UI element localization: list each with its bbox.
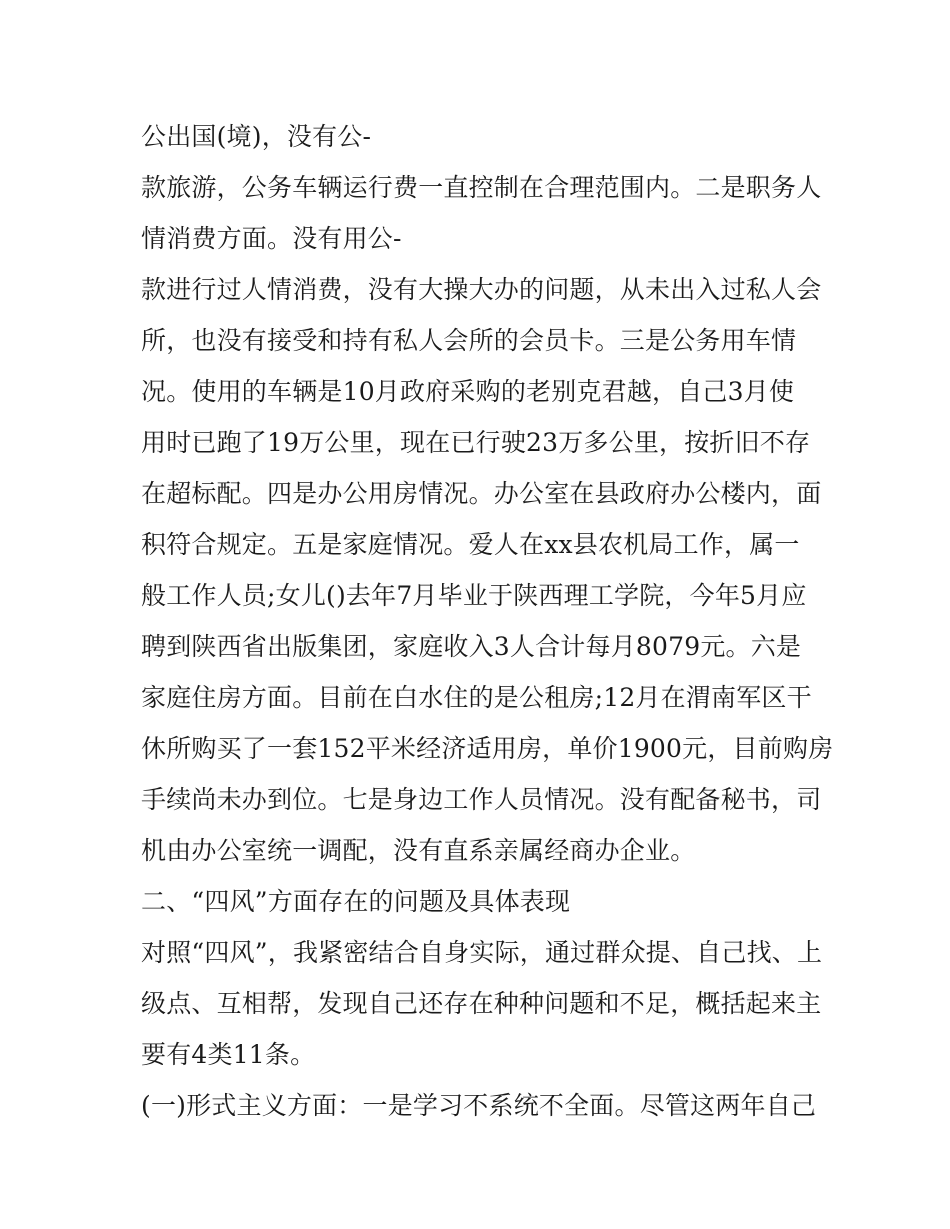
- text-line: 级点、互相帮，发现自己还存在种种问题和不足，概括起来主: [141, 989, 822, 1018]
- text-line: 情消费方面。没有用公-: [141, 224, 402, 253]
- text-line: 要有4类11条。: [141, 1040, 316, 1069]
- text-line: 般工作人员;女儿()去年7月毕业于陕西理工学院，今年5月应: [141, 581, 807, 610]
- text-line: 机由办公室统一调配，没有直系亲属经商办企业。: [141, 836, 696, 865]
- text-line: 款旅游，公务车辆运行费一直控制在合理范围内。二是职务人: [141, 173, 822, 202]
- text-line: 休所购买了一套152平米经济适用房，单价1900元，目前购房: [141, 734, 834, 763]
- text-line: 在超标配。四是办公用房情况。办公室在县政府办公楼内，面: [141, 479, 822, 508]
- text-line: 所，也没有接受和持有私人会所的会员卡。三是公务用车情: [141, 326, 797, 355]
- text-line: 公出国(境)，没有公-: [141, 122, 372, 151]
- text-line: 对照“四风”，我紧密结合自身实际，通过群众提、自己找、上: [141, 938, 823, 967]
- text-line: (一)形式主义方面：一是学习不系统不全面。尽管这两年自己: [141, 1091, 817, 1120]
- document-body: [141, 111, 834, 1131]
- text-line: 况。使用的车辆是10月政府采购的老别克君越，自己3月使: [141, 377, 795, 406]
- text-line: 手续尚未办到位。七是身边工作人员情况。没有配备秘书，司: [141, 785, 822, 814]
- text-line: 用时已跑了19万公里，现在已行驶23万多公里，按折旧不存: [141, 428, 811, 457]
- text-line: 聘到陕西省出版集团，家庭收入3人合计每月8079元。六是: [141, 632, 802, 661]
- text-line: 家庭住房方面。目前在白水住的是公租房;12月在渭南军区干: [141, 683, 812, 712]
- text-line: 积符合规定。五是家庭情况。爱人在xx县农机局工作，属一: [141, 530, 800, 559]
- section-heading: 二、“四风”方面存在的问题及具体表现: [141, 887, 571, 916]
- text-line: 款进行过人情消费，没有大操大办的问题，从未出入过私人会: [141, 275, 822, 304]
